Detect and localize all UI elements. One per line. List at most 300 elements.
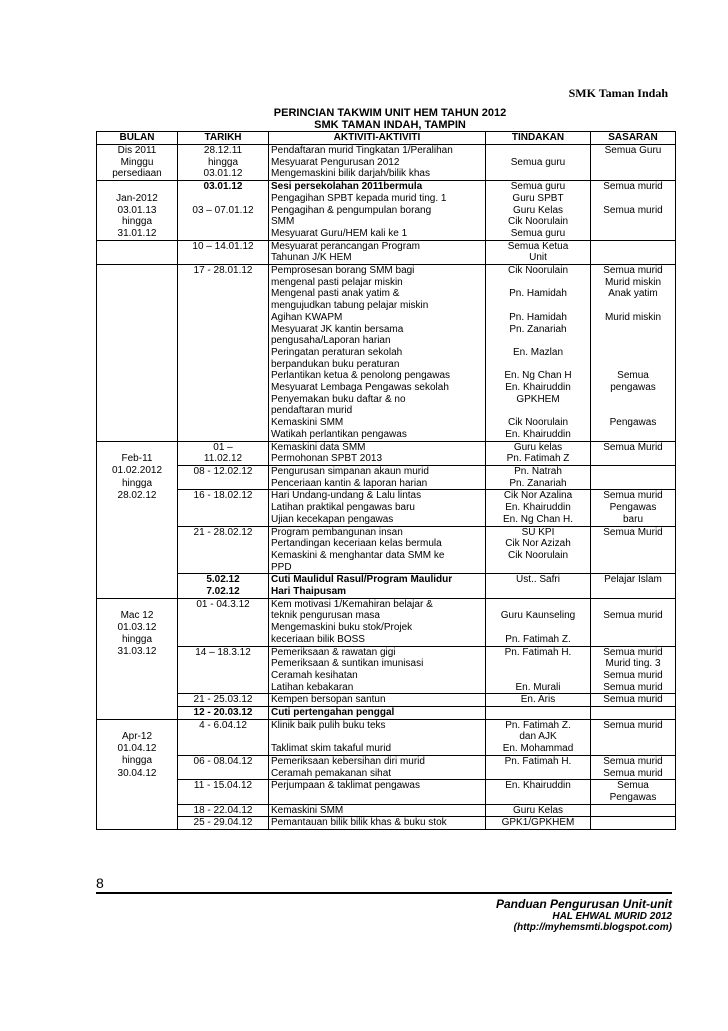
cell-bulan xyxy=(97,514,178,526)
cell-sasaran: Semua murid xyxy=(591,768,676,780)
cell-bulan xyxy=(97,441,178,453)
table-row xyxy=(97,145,676,157)
cell-tindakan xyxy=(486,562,591,574)
cell-tarikh: 01 - 04.3.12 xyxy=(178,598,269,610)
cell-tindakan: Cik Noorulain xyxy=(486,550,591,562)
cell-sasaran: Semua Murid xyxy=(591,526,676,538)
cell-aktiviti: Pemantauan bilik bilik khas & buku stok xyxy=(269,817,486,830)
table-row xyxy=(97,514,676,526)
cell-aktiviti: Pengagihan & pengumpulan borang xyxy=(269,205,486,217)
cell-tindakan: Guru kelas xyxy=(486,441,591,453)
cell-tarikh xyxy=(178,359,269,371)
cell-tindakan: dan AJK xyxy=(486,731,591,743)
cell-sasaran xyxy=(591,429,676,441)
cell-tindakan: Pn. Hamidah xyxy=(486,288,591,300)
table-row xyxy=(97,550,676,562)
cell-tarikh xyxy=(178,562,269,574)
cell-tindakan: Pn. Fatimah H. xyxy=(486,755,591,767)
cell-bulan xyxy=(97,538,178,550)
cell-aktiviti: mengenal pasti pelajar miskin xyxy=(269,277,486,289)
cell-aktiviti: Mengemaskini buku stok/Projek xyxy=(269,622,486,634)
cell-sasaran: Pelajar Islam xyxy=(591,574,676,586)
page-number: 8 xyxy=(96,875,104,891)
cell-bulan xyxy=(97,335,178,347)
table-row xyxy=(97,694,676,707)
cell-tarikh xyxy=(178,288,269,300)
table-row xyxy=(97,157,676,169)
cell-sasaran: Anak yatim xyxy=(591,288,676,300)
cell-aktiviti xyxy=(269,731,486,743)
table-row xyxy=(97,646,676,658)
cell-aktiviti: Kemaskini SMM xyxy=(269,804,486,817)
cell-tarikh xyxy=(178,792,269,804)
cell-tarikh: 03.01.12 xyxy=(178,168,269,180)
cell-sasaran xyxy=(591,622,676,634)
table-row xyxy=(97,817,676,830)
table-row xyxy=(97,574,676,586)
table-header-row xyxy=(97,132,676,145)
cell-aktiviti: Taklimat skim takaful murid xyxy=(269,743,486,755)
cell-aktiviti: Pengurusan simpanan akaun murid xyxy=(269,465,486,477)
cell-bulan: 31.03.12 xyxy=(97,646,178,658)
cell-tarikh xyxy=(178,731,269,743)
footer xyxy=(496,897,672,933)
cell-tarikh xyxy=(178,768,269,780)
cell-sasaran: Semua murid xyxy=(591,694,676,707)
table-row xyxy=(97,429,676,441)
cell-aktiviti: Pendaftaran murid Tingkatan 1/Peralihan xyxy=(269,145,486,157)
cell-sasaran: Semua murid xyxy=(591,755,676,767)
cell-sasaran xyxy=(591,731,676,743)
cell-sasaran xyxy=(591,634,676,646)
cell-aktiviti: Program pembangunan insan xyxy=(269,526,486,538)
cell-tarikh xyxy=(178,228,269,240)
cell-sasaran xyxy=(591,538,676,550)
cell-bulan xyxy=(97,181,178,193)
cell-aktiviti: berpandukan buku peraturan xyxy=(269,359,486,371)
cell-tindakan: En. Ng Chan H. xyxy=(486,514,591,526)
cell-sasaran xyxy=(591,240,676,252)
cell-tarikh xyxy=(178,405,269,417)
cell-aktiviti: Sesi persekolahan 2011bermula xyxy=(269,181,486,193)
cell-aktiviti: Pemeriksaan & suntikan imunisasi xyxy=(269,658,486,670)
cell-aktiviti: Agihan KWAPM xyxy=(269,312,486,324)
cell-tarikh xyxy=(178,324,269,336)
cell-bulan: 01.03.12 xyxy=(97,622,178,634)
cell-sasaran xyxy=(591,324,676,336)
cell-tarikh xyxy=(178,394,269,406)
cell-bulan xyxy=(97,312,178,324)
table-row xyxy=(97,300,676,312)
cell-aktiviti: mengujudkan tabung pelajar miskin xyxy=(269,300,486,312)
table-row xyxy=(97,240,676,252)
cell-sasaran: Pengawas xyxy=(591,417,676,429)
cell-tarikh xyxy=(178,658,269,670)
cell-bulan: hingga xyxy=(97,478,178,490)
cell-sasaran xyxy=(591,228,676,240)
cell-bulan: Apr-12 xyxy=(97,731,178,743)
cell-bulan xyxy=(97,719,178,731)
cell-aktiviti: Kemaskini & menghantar data SMM ke xyxy=(269,550,486,562)
cell-aktiviti: Pemprosesan borang SMM bagi xyxy=(269,265,486,277)
cell-tindakan: Pn. Fatimah Z. xyxy=(486,719,591,731)
cell-aktiviti: Kem motivasi 1/Kemahiran belajar & xyxy=(269,598,486,610)
cell-tarikh xyxy=(178,382,269,394)
cell-sasaran xyxy=(591,550,676,562)
cell-tarikh xyxy=(178,478,269,490)
cell-tarikh: 12 - 20.03.12 xyxy=(178,707,269,720)
cell-bulan xyxy=(97,598,178,610)
cell-sasaran: Semua xyxy=(591,370,676,382)
table-row xyxy=(97,478,676,490)
cell-tarikh xyxy=(178,370,269,382)
cell-aktiviti: Mesyuarat Guru/HEM kali ke 1 xyxy=(269,228,486,240)
cell-tarikh: 01 – xyxy=(178,441,269,453)
table-row xyxy=(97,370,676,382)
cell-bulan: 30.04.12 xyxy=(97,768,178,780)
table-row xyxy=(97,252,676,264)
cell-tarikh: 11.02.12 xyxy=(178,453,269,465)
cell-bulan xyxy=(97,817,178,830)
cell-sasaran xyxy=(591,335,676,347)
table-row xyxy=(97,265,676,277)
calendar-table xyxy=(96,131,676,830)
table-row xyxy=(97,347,676,359)
cell-aktiviti: Cuti Maulidul Rasul/Program Maulidur xyxy=(269,574,486,586)
cell-sasaran xyxy=(591,586,676,598)
table-row xyxy=(97,490,676,502)
cell-bulan xyxy=(97,707,178,720)
cell-tarikh: 10 – 14.01.12 xyxy=(178,240,269,252)
table-row xyxy=(97,768,676,780)
cell-bulan: Mac 12 xyxy=(97,610,178,622)
cell-tarikh: 03.01.12 xyxy=(178,181,269,193)
cell-tarikh xyxy=(178,670,269,682)
cell-tarikh: 7.02.12 xyxy=(178,586,269,598)
cell-sasaran xyxy=(591,465,676,477)
cell-tarikh xyxy=(178,550,269,562)
cell-sasaran: Semua murid xyxy=(591,646,676,658)
cell-sasaran: Semua Murid xyxy=(591,441,676,453)
cell-bulan xyxy=(97,586,178,598)
cell-aktiviti: Pertandingan keceriaan kelas bermula xyxy=(269,538,486,550)
cell-tarikh: 21 - 25.03.12 xyxy=(178,694,269,707)
table-row xyxy=(97,792,676,804)
cell-bulan: hingga xyxy=(97,634,178,646)
footer-line-2: HAL EHWAL MURID 2012 xyxy=(552,911,672,922)
table-row xyxy=(97,658,676,670)
cell-bulan: 31.01.12 xyxy=(97,228,178,240)
cell-sasaran xyxy=(591,168,676,180)
cell-sasaran xyxy=(591,347,676,359)
cell-tindakan: Semua Ketua xyxy=(486,240,591,252)
cell-tarikh xyxy=(178,347,269,359)
cell-bulan: hingga xyxy=(97,755,178,767)
cell-tindakan xyxy=(486,670,591,682)
cell-tarikh: 21 - 28.02.12 xyxy=(178,526,269,538)
cell-bulan xyxy=(97,265,178,277)
cell-tindakan xyxy=(486,598,591,610)
table-row xyxy=(97,324,676,336)
cell-aktiviti: Pemeriksaan kebersihan diri murid xyxy=(269,755,486,767)
header-tindakan: TINDAKAN xyxy=(486,132,591,145)
cell-tarikh xyxy=(178,634,269,646)
table-row xyxy=(97,181,676,193)
cell-tindakan xyxy=(486,145,591,157)
table-row xyxy=(97,216,676,228)
cell-tarikh: 14 – 18.3.12 xyxy=(178,646,269,658)
cell-tindakan xyxy=(486,405,591,417)
cell-bulan xyxy=(97,526,178,538)
table-row xyxy=(97,610,676,622)
cell-sasaran: Pengawas xyxy=(591,792,676,804)
table-row xyxy=(97,707,676,720)
cell-tindakan: Guru Kelas xyxy=(486,804,591,817)
cell-tindakan: Guru Kelas xyxy=(486,205,591,217)
cell-tindakan: Cik Nor Azizah xyxy=(486,538,591,550)
cell-tindakan: Guru Kaunseling xyxy=(486,610,591,622)
cell-tindakan: En. Khairuddin xyxy=(486,502,591,514)
cell-bulan xyxy=(97,324,178,336)
cell-tindakan: Guru SPBT xyxy=(486,193,591,205)
table-row xyxy=(97,682,676,694)
cell-bulan xyxy=(97,405,178,417)
cell-sasaran xyxy=(591,216,676,228)
cell-tindakan: Ust.. Safri xyxy=(486,574,591,586)
cell-tarikh xyxy=(178,335,269,347)
cell-bulan xyxy=(97,429,178,441)
header-sasaran: SASARAN xyxy=(591,132,676,145)
cell-sasaran: Semua murid xyxy=(591,670,676,682)
cell-aktiviti: keceriaan bilik BOSS xyxy=(269,634,486,646)
cell-sasaran xyxy=(591,743,676,755)
cell-bulan xyxy=(97,562,178,574)
cell-bulan: Dis 2011 xyxy=(97,145,178,157)
cell-bulan: 28.02.12 xyxy=(97,490,178,502)
cell-tarikh: 08 - 12.02.12 xyxy=(178,465,269,477)
cell-aktiviti: Klinik baik pulih buku teks xyxy=(269,719,486,731)
cell-tarikh xyxy=(178,216,269,228)
cell-aktiviti: Penyemakan buku daftar & no xyxy=(269,394,486,406)
footer-divider xyxy=(96,892,672,894)
cell-bulan xyxy=(97,277,178,289)
footer-line-1: Panduan Pengurusan Unit-unit xyxy=(496,897,672,911)
cell-aktiviti: Pengagihan SPBT kepada murid ting. 1 xyxy=(269,193,486,205)
cell-tindakan xyxy=(486,168,591,180)
cell-aktiviti xyxy=(269,792,486,804)
cell-bulan xyxy=(97,804,178,817)
cell-bulan xyxy=(97,417,178,429)
cell-tarikh: 17 - 28.01.12 xyxy=(178,265,269,277)
cell-bulan: Feb-11 xyxy=(97,453,178,465)
cell-tindakan xyxy=(486,622,591,634)
cell-aktiviti: Ceramah kesihatan xyxy=(269,670,486,682)
cell-tarikh: 16 - 18.02.12 xyxy=(178,490,269,502)
cell-tarikh xyxy=(178,312,269,324)
cell-tarikh: 18 - 22.04.12 xyxy=(178,804,269,817)
cell-aktiviti: Cuti pertengahan penggal xyxy=(269,707,486,720)
cell-aktiviti: Ujian kecekapan pengawas xyxy=(269,514,486,526)
cell-sasaran xyxy=(591,359,676,371)
cell-tindakan: Semua guru xyxy=(486,157,591,169)
cell-tindakan: Cik Noorulain xyxy=(486,216,591,228)
cell-sasaran xyxy=(591,394,676,406)
cell-sasaran xyxy=(591,562,676,574)
cell-aktiviti: PPD xyxy=(269,562,486,574)
cell-bulan xyxy=(97,682,178,694)
cell-tindakan: En. Khairuddin xyxy=(486,382,591,394)
cell-sasaran: Semua murid xyxy=(591,719,676,731)
cell-sasaran: Semua murid xyxy=(591,205,676,217)
cell-tindakan: Cik Noorulain xyxy=(486,265,591,277)
table-row xyxy=(97,382,676,394)
cell-sasaran: Murid miskin xyxy=(591,312,676,324)
table-row xyxy=(97,277,676,289)
table-row xyxy=(97,538,676,550)
cell-sasaran xyxy=(591,478,676,490)
cell-tindakan: GPKHEM xyxy=(486,394,591,406)
cell-bulan xyxy=(97,347,178,359)
cell-tindakan: Semua guru xyxy=(486,181,591,193)
table-row xyxy=(97,417,676,429)
cell-aktiviti: teknik pengurusan masa xyxy=(269,610,486,622)
cell-aktiviti: Mesyuarat perancangan Program xyxy=(269,240,486,252)
cell-tindakan xyxy=(486,768,591,780)
cell-aktiviti: Mesyuarat JK kantin bersama xyxy=(269,324,486,336)
table-row xyxy=(97,719,676,731)
cell-bulan xyxy=(97,792,178,804)
cell-bulan: Jan-2012 xyxy=(97,193,178,205)
cell-sasaran xyxy=(591,453,676,465)
cell-aktiviti: Mesyuarat Pengurusan 2012 xyxy=(269,157,486,169)
cell-tindakan: En. Ng Chan H xyxy=(486,370,591,382)
cell-tarikh: 03 – 07.01.12 xyxy=(178,205,269,217)
cell-tindakan: SU KPI xyxy=(486,526,591,538)
cell-tindakan: Cik Nor Azalina xyxy=(486,490,591,502)
cell-sasaran: Semua Guru xyxy=(591,145,676,157)
cell-sasaran xyxy=(591,405,676,417)
cell-tindakan: Pn. Zanariah xyxy=(486,324,591,336)
cell-tindakan: Unit xyxy=(486,252,591,264)
cell-bulan xyxy=(97,694,178,707)
cell-tindakan: Pn. Fatimah Z xyxy=(486,453,591,465)
cell-tindakan: Cik Noorulain xyxy=(486,417,591,429)
cell-sasaran: Pengawas xyxy=(591,502,676,514)
title-line-1: PERINCIAN TAKWIM UNIT HEM TAHUN 2012 xyxy=(273,107,507,119)
table-body xyxy=(97,145,676,830)
cell-tindakan: En. Khairuddin xyxy=(486,429,591,441)
table-row xyxy=(97,394,676,406)
table-row xyxy=(97,335,676,347)
cell-aktiviti: Tahunan J/K HEM xyxy=(269,252,486,264)
cell-tindakan xyxy=(486,335,591,347)
table-row xyxy=(97,755,676,767)
cell-tindakan xyxy=(486,792,591,804)
cell-tindakan: Pn. Zanariah xyxy=(486,478,591,490)
cell-bulan xyxy=(97,382,178,394)
cell-bulan: 03.01.13 xyxy=(97,205,178,217)
cell-tindakan: En. Mazlan xyxy=(486,347,591,359)
cell-sasaran xyxy=(591,817,676,830)
cell-tarikh xyxy=(178,682,269,694)
cell-bulan xyxy=(97,300,178,312)
table-row xyxy=(97,205,676,217)
cell-tarikh xyxy=(178,277,269,289)
cell-tindakan xyxy=(486,300,591,312)
cell-tarikh xyxy=(178,502,269,514)
cell-aktiviti: pengusaha/Laporan harian xyxy=(269,335,486,347)
table-row xyxy=(97,670,676,682)
cell-aktiviti: Perlantikan ketua & penolong pengawas xyxy=(269,370,486,382)
cell-tindakan: Pn. Natrah xyxy=(486,465,591,477)
cell-aktiviti: pendaftaran murid xyxy=(269,405,486,417)
cell-tarikh: 28.12.11 xyxy=(178,145,269,157)
cell-bulan: 01.02.2012 xyxy=(97,465,178,477)
cell-tindakan: En. Murali xyxy=(486,682,591,694)
cell-tindakan: En. Mohammad xyxy=(486,743,591,755)
cell-sasaran: pengawas xyxy=(591,382,676,394)
header-aktiviti: AKTIVITI-AKTIVITI xyxy=(269,132,486,145)
cell-aktiviti: Penceriaan kantin & laporan harian xyxy=(269,478,486,490)
cell-bulan xyxy=(97,252,178,264)
cell-aktiviti: Watikah perlantikan pengawas xyxy=(269,429,486,441)
table-row xyxy=(97,731,676,743)
cell-bulan xyxy=(97,240,178,252)
table-row xyxy=(97,453,676,465)
cell-tarikh: 5.02.12 xyxy=(178,574,269,586)
cell-tarikh xyxy=(178,193,269,205)
cell-aktiviti: Pemeriksaan & rawatan gigi xyxy=(269,646,486,658)
cell-tindakan xyxy=(486,277,591,289)
cell-tindakan xyxy=(486,658,591,670)
cell-bulan: hingga xyxy=(97,216,178,228)
cell-sasaran: Semua murid xyxy=(591,181,676,193)
cell-tarikh xyxy=(178,622,269,634)
table-row xyxy=(97,586,676,598)
cell-bulan: Minggu xyxy=(97,157,178,169)
table-row xyxy=(97,288,676,300)
table-row xyxy=(97,441,676,453)
table-row xyxy=(97,405,676,417)
cell-tindakan: Pn. Hamidah xyxy=(486,312,591,324)
cell-bulan xyxy=(97,502,178,514)
cell-sasaran: Murid miskin xyxy=(591,277,676,289)
cell-aktiviti: Peringatan peraturan sekolah xyxy=(269,347,486,359)
cell-aktiviti: Kempen bersopan santun xyxy=(269,694,486,707)
table-row xyxy=(97,465,676,477)
table-row xyxy=(97,804,676,817)
cell-aktiviti: Kemaskini data SMM xyxy=(269,441,486,453)
cell-sasaran xyxy=(591,252,676,264)
table-row xyxy=(97,562,676,574)
table-row xyxy=(97,634,676,646)
cell-tarikh: 11 - 15.04.12 xyxy=(178,780,269,792)
cell-tindakan: Pn. Fatimah Z. xyxy=(486,634,591,646)
cell-aktiviti: Latihan praktikal pengawas baru xyxy=(269,502,486,514)
cell-tarikh xyxy=(178,252,269,264)
cell-sasaran: baru xyxy=(591,514,676,526)
header-bulan: BULAN xyxy=(97,132,178,145)
cell-tarikh xyxy=(178,743,269,755)
cell-tindakan xyxy=(486,586,591,598)
cell-bulan xyxy=(97,288,178,300)
cell-bulan xyxy=(97,780,178,792)
table-row xyxy=(97,168,676,180)
cell-bulan xyxy=(97,394,178,406)
cell-sasaran xyxy=(591,157,676,169)
cell-bulan xyxy=(97,359,178,371)
cell-bulan xyxy=(97,670,178,682)
